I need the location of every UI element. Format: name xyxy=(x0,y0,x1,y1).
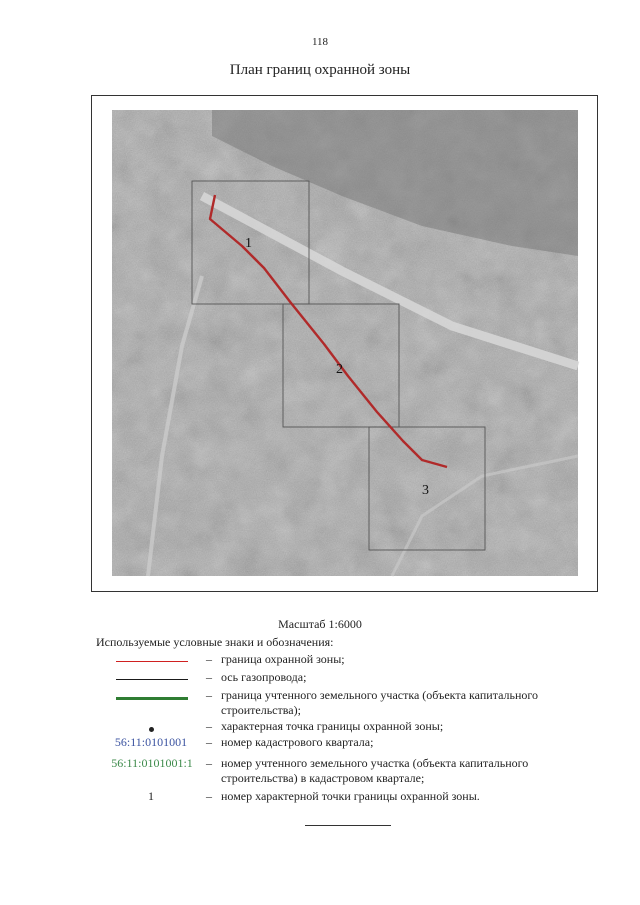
dot-symbol xyxy=(149,727,154,732)
parcel-number-symbol: 56:11:0101001:1 xyxy=(111,756,193,770)
legend-text: характерная точка границы охранной зоны; xyxy=(221,719,444,733)
point-label-2: 2 xyxy=(336,362,343,377)
legend-text: ось газопровода; xyxy=(221,670,307,684)
legend-item-point-number xyxy=(96,789,616,805)
page-number: 118 xyxy=(311,36,329,48)
footer-rule xyxy=(305,825,391,826)
legend-text: граница учтенного земельного участка (объекта капитального xyxy=(221,688,539,702)
legend-dash: – xyxy=(206,670,212,684)
legend-dash: – xyxy=(206,735,212,749)
map-canvas xyxy=(92,96,597,591)
map-scale: Масштаб 1:6000 xyxy=(278,617,362,631)
aerial-photo xyxy=(112,110,578,576)
legend-text: номер кадастрового квартала; xyxy=(221,735,374,749)
cadastral-quarter-symbol: 56:11:0101001 xyxy=(114,735,188,749)
legend-text: номер учтенного земельного участка (объекта капитального xyxy=(221,756,529,770)
legend-dash: – xyxy=(206,756,212,770)
legend-dash: – xyxy=(206,652,212,666)
green-line-symbol xyxy=(116,697,188,700)
legend-text: номер характерной точки границы охранной зоны. xyxy=(221,789,480,803)
point-number-symbol: 1 xyxy=(148,789,154,803)
legend-item-characteristic-point xyxy=(96,719,616,735)
point-label-3: 3 xyxy=(422,483,429,498)
legend-dash: – xyxy=(206,789,212,803)
legend-dash: – xyxy=(206,688,212,702)
legend-title: Используемые условные знаки и обозначения: xyxy=(96,635,334,649)
point-label-1: 1 xyxy=(245,236,252,251)
legend-item-parcel-boundary xyxy=(96,688,616,720)
legend-text-continued: строительства) в кадастровом квартале; xyxy=(221,771,425,785)
legend-item-cadastral-quarter xyxy=(96,735,616,751)
black-line-symbol xyxy=(116,679,188,680)
legend-dash: – xyxy=(206,719,212,733)
legend-text: граница охранной зоны; xyxy=(221,652,345,666)
aerial-map xyxy=(91,95,598,592)
page-title: План границ охранной зоны xyxy=(229,62,411,78)
legend-item-boundary xyxy=(96,652,616,668)
legend-item-parcel-number xyxy=(96,756,616,788)
red-line-symbol xyxy=(116,661,188,662)
legend-item-pipeline-axis xyxy=(96,670,616,686)
legend-text-continued: строительства); xyxy=(221,703,301,717)
